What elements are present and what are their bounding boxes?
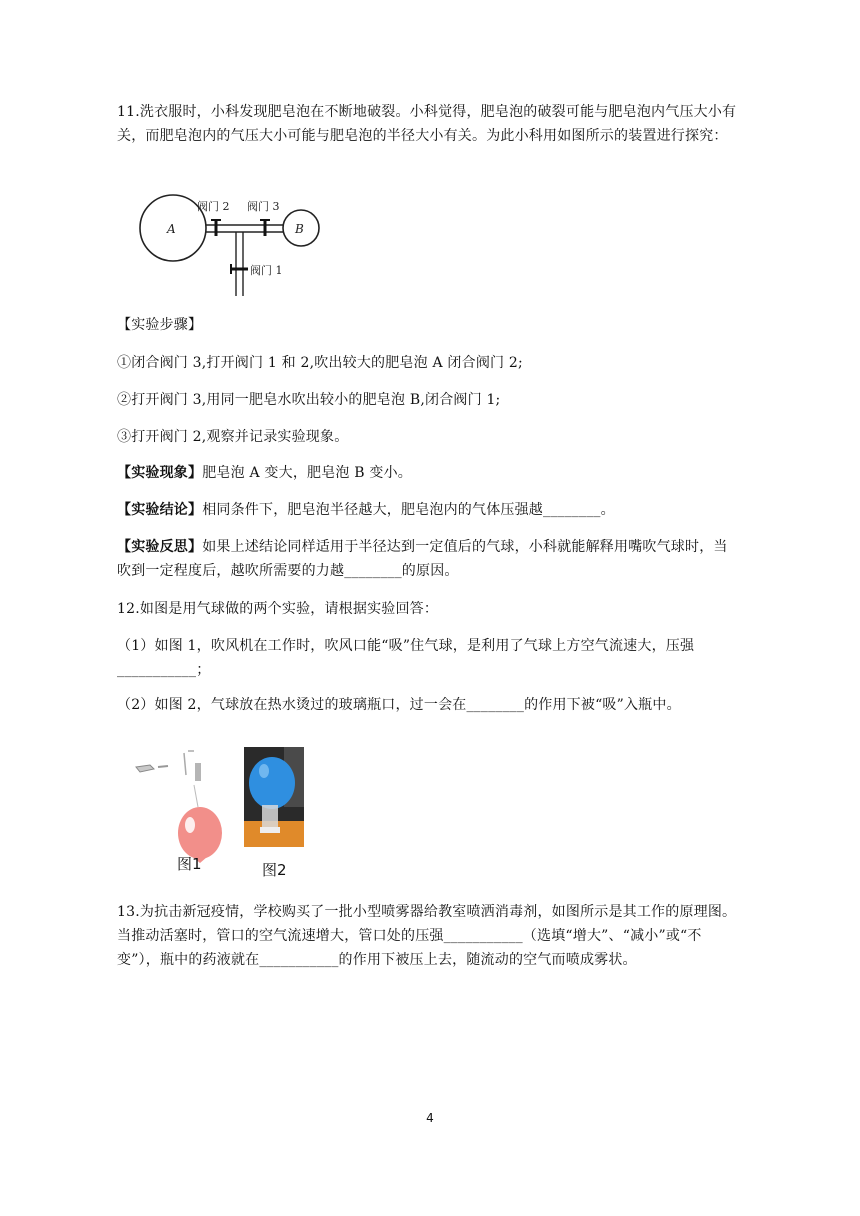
balloon-1 <box>178 807 222 859</box>
figure-1-caption: 图1 <box>177 855 202 873</box>
reflection-tag: 【实验反思】 <box>117 539 203 555</box>
conclusion-tag: 【实验结论】 <box>117 502 203 518</box>
q11-stem: 11.洗衣服时，小科发现肥皂泡在不断地破裂。小科觉得，肥皂泡的破裂可能与肥皂泡内气压大小有关，而肥皂泡内的气压大小可能与肥皂泡的半径大小有关。为此小科用如图所示的装置进行探究： <box>117 104 737 144</box>
reflection-text: 如果上述结论同样适用于半径达到一定值后的气球，小科就能解释用嘴吹气球时，当吹到一定程度后，越吹所需要的力越________的原因。 <box>117 539 728 579</box>
phenomenon-tag: 【实验现象】 <box>117 465 203 481</box>
q12-part2: （2）如图 2，气球放在热水烫过的玻璃瓶口，过一会在________的作用下被“吸”入瓶中。 <box>117 697 681 713</box>
q12-stem: 12.如图是用气球做的两个实验，请根据实验回答： <box>117 601 439 617</box>
valve-2-label: 阀门 2 <box>197 200 230 213</box>
valve-3-label: 阀门 3 <box>247 200 280 213</box>
valve-3 <box>260 220 270 236</box>
figure-2-bottle-balloon-photo <box>244 747 304 847</box>
valve-1 <box>231 264 248 274</box>
valve-1-label: 阀门 1 <box>250 264 283 277</box>
figure-2-caption: 图2 <box>262 861 287 879</box>
step-1: ①闭合阀门 3,打开阀门 1 和 2,吹出较大的肥皂泡 A 闭合阀门 2; <box>117 355 523 371</box>
balloon-2 <box>249 757 295 809</box>
step-2: ②打开阀门 3,用同一肥皂水吹出较小的肥皂泡 B,闭合阀门 1; <box>117 392 501 408</box>
bubble-a-label: A <box>167 222 176 236</box>
conclusion-line <box>117 498 739 522</box>
valve-2 <box>211 220 221 236</box>
steps-heading: 【实验步骤】 <box>117 317 203 333</box>
reflection-line <box>117 535 739 583</box>
phenomenon-line <box>117 461 739 485</box>
bubble-b-label: B <box>295 222 304 236</box>
conclusion-text: 相同条件下，肥皂泡半径越大，肥皂泡内的气体压强越________。 <box>202 502 615 518</box>
page-number: 4 <box>426 1111 434 1125</box>
step-3: ③打开阀门 2,观察并记录实验现象。 <box>117 429 349 445</box>
phenomenon-text: 肥皂泡 A 变大，肥皂泡 B 变小。 <box>202 465 413 481</box>
q12-part1: （1）如图 1，吹风机在工作时，吹风口能“吸”住气球，是利用了气球上方空气流速大，压强___________； <box>117 638 695 678</box>
q13-stem: 13.为抗击新冠疫情，学校购买了一批小型喷雾器给教室喷洒消毒剂，如图所示是其工作的原理图。当推动活塞时，管口的空气流速增大，管口处的压强___________（选填“增大”、“减小”或“不变”），瓶中的药液就在___________的作用下被压上去，随流动的空气而喷成雾状。 <box>117 904 737 968</box>
soap-bubble-apparatus-diagram <box>137 190 337 298</box>
